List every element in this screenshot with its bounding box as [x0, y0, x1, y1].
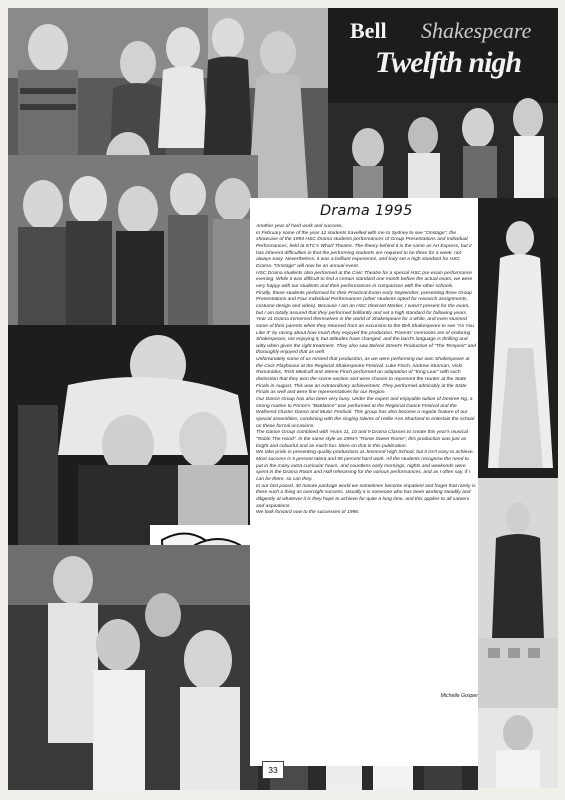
photo-girl-dark-tshirt	[478, 478, 558, 638]
article-paragraph: The Dance Group combined with Years 11, 10 and 9 Drama Classes to create this year's musical "Robin The Hood". In the same style as 1994's "Rome Sweet Rome", this production was just as bright and colourful and as much fun. More on that in this publication.	[256, 430, 468, 449]
page-number: 33	[262, 761, 284, 779]
poster-bell-text: Bell	[350, 18, 387, 43]
poster-shakespeare-text: Shakespeare	[421, 18, 532, 43]
photo-group-bottom-right	[478, 638, 558, 788]
article-paragraph: We look forward now to the successes of 1996.	[256, 510, 360, 516]
article-author: Michelle Gosper	[440, 693, 478, 699]
poster-twelfth-night-text: Twelfth nigh	[375, 46, 522, 79]
photo-performer-white-dress	[478, 198, 558, 478]
article-paragraph: Finally, these students performed for their Practical Exam early September, presenting three Group Presentations and Four Individual Performances (other students opted for research assignments, costume design and video). Because I am an HSC Itinerant Marker, I wasn't present for the exam, but I am totally assured that they performed brilliantly and set a high standard for following years.	[256, 290, 472, 316]
article-paragraph: Unfortunately some of us missed that production, as we were performing our own Shakespeare at the Civic Playhouse at the Regional Shakespeare Festival. Luke Finch, Andrew Sturman, Vicki Romanidos, Trish Medcalf and Jelene Finch performed an adaptation of "King Lear" with such distinction that they won the scene section and were chosen to represent the Hunter at the State Finals in August. This was an extraordinary achievement. They performed admirably at the State Finals as well and were fine representatives for our Region.	[256, 357, 470, 396]
article-body	[256, 224, 476, 517]
photo-girls-posing	[8, 155, 258, 325]
article-paragraph: Another year of hard work and success.	[256, 224, 343, 229]
article-paragraph: HSC Drama students also performed at the Civic Theatre for a special HSC pre exam performance evening. While it was difficult to find a certain standard one month before the actual exam, we were very happy with our students and their performances in comparison with the other schools.	[256, 270, 473, 289]
article-paragraph: Year 11 Drama immersed themselves in the world of Shakespeare for a while, and even stunned some of their parents when they returned from an excursion to the Bell Shakespeare to see "As You Like It" by raving about how much they enjoyed the production. Parents' memories are of enduring Shakespeare, not enjoying it, but attitudes have changed, and the bard's language is thrilling and witty when given the right treatment. They also saw Belvoir Street's Production of "The Tempest" and thoroughly enjoyed that as well.	[256, 317, 476, 356]
article-paragraph: We take pride in presenting quality productions at Jesmond High School, but it isn't easy to achieve. Most success is 5 percent talent and 95 percent hard work. All the students recognise the need to put in the many extra curricular hours, and countless early mornings, nights and weekends were spent in the Drama Room and Hall rehearsing for the various performances, and as I often say, if I can be there, so can they.	[256, 450, 474, 482]
photo-students-huddle	[8, 325, 258, 545]
article-title: Drama 1995	[320, 203, 413, 219]
article-paragraph: Our Dance Group has also been very busy. Under the expert and enjoyable tuition of Desiree Ng, a strong routine to Prince's "Batdance" was performed at the Regional Dance Festival and the Wallsend Cluster Dance and Music Festival. This group has also become a regular feature of our special assemblies, combining with the singing talents of Hollie Ann Sharland to entertain the school on these formal occasions.	[256, 397, 475, 429]
photo-students-bottom-left	[8, 545, 258, 790]
article-paragraph: In our fast paced, 30 minute package world we sometimes become impatient and forget that rarely is there such a thing as overnight success. Usually it is someone who has been working steadily and diligently at whatever it is they hope to achieve for quite a long time, and this applies to all careers and aspirations.	[256, 483, 476, 509]
article-paragraph: In February some of the year 12 students travelled with me to Sydney to see "Onstage", the showcase of the 1994 HSC Drama students performances of Group Presentations and Individual Performances, held at STC's Wharf Theatre. The theory behind it is the same as Art Express, but it has inherent difficulties in that the performing students are required to be there for a week, not always easy. Nevertheless, it was a brilliant experience, and truly set a high standard for HSC Drama. "Onstage" will now be an annual event.	[256, 230, 472, 269]
